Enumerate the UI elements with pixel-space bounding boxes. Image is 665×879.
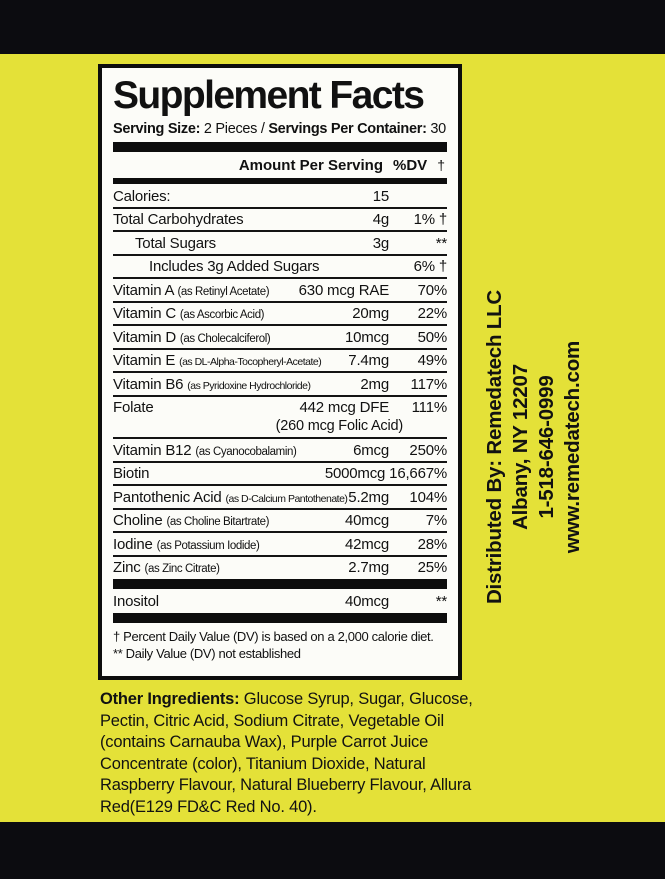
fact-row <box>113 373 447 397</box>
other-ingredients <box>100 689 474 818</box>
nutrient-amount: 10mcg <box>344 328 389 346</box>
nutrient-amount: 5.2mg <box>348 488 389 506</box>
fact-row <box>113 209 447 233</box>
fact-row <box>113 303 447 327</box>
dagger-symbol: † <box>437 157 445 173</box>
fact-row <box>113 510 447 534</box>
fact-row-line <box>113 373 447 395</box>
nutrient-name: Vitamin B6 (as Pyridoxine Hydrochloride) <box>113 375 311 393</box>
fact-row <box>113 533 447 557</box>
nutrient-dv: 117% <box>410 375 447 393</box>
fact-row-line <box>113 510 447 532</box>
nutrient-name: Vitamin A (as Retinyl Acetate) <box>113 281 270 299</box>
nutrient-amount: 7.4mg <box>348 352 389 369</box>
nutrient-name: Calories: <box>113 187 171 205</box>
serving-size-value: 2 Pieces / <box>203 121 265 137</box>
nutrient-name: Iodine (as Potassium Iodide) <box>113 535 260 553</box>
nutrient-name: Total Sugars <box>135 234 216 252</box>
amount-per-serving-header: Amount Per Serving <box>238 157 384 174</box>
nutrient-form: (as Cholecalciferol) <box>179 332 271 345</box>
divider-bar <box>113 613 447 623</box>
nutrient-dv: 50% <box>417 328 447 346</box>
divider-bar <box>113 579 447 589</box>
nutrient-dv: 250% <box>409 441 447 459</box>
dv-header: %DV <box>393 157 428 174</box>
facts-rows <box>113 185 447 623</box>
nutrient-name: Choline (as Choline Bitartrate) <box>113 512 270 529</box>
supplement-facts-panel <box>98 64 462 680</box>
nutrient-dv: 22% <box>417 305 447 322</box>
nutrient-name: Folate <box>113 399 154 416</box>
nutrient-amount: 5000mcg <box>324 465 386 482</box>
nutrient-amount: 2mg <box>360 375 389 393</box>
distributor-line <box>482 277 508 617</box>
fact-row-line <box>113 350 447 372</box>
fact-row <box>113 439 447 463</box>
nutrient-dv: 6% † <box>413 258 447 275</box>
fact-row-line <box>113 185 447 207</box>
fact-row <box>113 463 447 487</box>
nutrient-amount: 15 <box>372 187 389 205</box>
top-black-bar <box>0 0 665 54</box>
column-header <box>113 153 447 178</box>
nutrient-dv: 104% <box>409 488 447 506</box>
nutrient-dv: 70% <box>417 281 447 299</box>
nutrient-dv: 111% <box>411 399 447 416</box>
fact-row-line <box>113 303 447 325</box>
nutrient-amount: 20mg <box>352 305 389 322</box>
fact-row-line <box>113 256 447 278</box>
nutrient-name: Vitamin B12 (as Cyanocobalamin) <box>113 441 297 459</box>
nutrient-amount: 6mcg <box>353 441 389 459</box>
nutrient-form: (as Potassium Iodide) <box>156 539 260 552</box>
nutrient-form: (as Zinc Citrate) <box>144 563 220 575</box>
footnote-dv-basis: † Percent Daily Value (DV) is based on a 2,000 calorie diet. <box>113 628 434 644</box>
nutrient-dv: ** <box>435 234 447 252</box>
distributor-address: Albany, NY 12207 <box>509 364 532 530</box>
fact-row <box>113 232 447 256</box>
nutrient-form: (as Choline Bitartrate) <box>166 516 270 528</box>
distributor-website: www.remedatech.com <box>561 340 584 554</box>
nutrient-name: Inositol <box>113 592 159 610</box>
panel-title: Supplement Facts <box>113 74 424 117</box>
nutrient-amount: 3g <box>372 234 389 252</box>
nutrient-form: (as Cyanocobalamin) <box>195 445 297 458</box>
nutrient-form: (as Retinyl Acetate) <box>177 285 270 298</box>
fact-row <box>113 557 447 579</box>
fact-row <box>113 397 447 440</box>
nutrient-amount: 42mcg <box>344 535 389 553</box>
fact-row <box>113 279 447 303</box>
nutrient-name: Vitamin C (as Ascorbic Acid) <box>113 305 265 322</box>
servings-per-container-value: 30 <box>430 121 446 137</box>
nutrient-form: (as Ascorbic Acid) <box>179 309 265 321</box>
nutrient-dv: 28% <box>417 535 447 553</box>
nutrient-dv: 49% <box>417 352 447 369</box>
nutrient-name: Vitamin D (as Cholecalciferol) <box>113 328 271 346</box>
nutrient-dv: 7% <box>425 512 447 529</box>
nutrient-form: (as D-Calcium Pantothenate) <box>225 492 348 505</box>
nutrient-name: Biotin <box>113 465 150 482</box>
nutrient-dv: 16,667% <box>389 465 447 482</box>
distributor-info <box>482 277 586 617</box>
serving-size-label: Serving Size: <box>113 121 201 137</box>
nutrient-dv: 25% <box>417 559 447 576</box>
servings-per-container-label: Servings Per Container: <box>268 121 427 137</box>
fact-row-line <box>113 533 447 555</box>
divider-bar <box>113 178 447 184</box>
fact-row <box>113 256 447 280</box>
fact-row <box>113 326 447 350</box>
footnotes <box>113 628 447 663</box>
nutrient-dv: 1% † <box>413 211 447 228</box>
fact-row-line <box>113 557 447 579</box>
nutrient-amount: 630 mcg RAE <box>298 281 389 299</box>
fact-row-line <box>113 279 447 301</box>
nutrient-amount: 40mcg <box>344 512 389 529</box>
nutrient-form: (as Pyridoxine Hydrochloride) <box>187 379 311 392</box>
fact-row <box>113 350 447 374</box>
nutrient-name: Vitamin E (as DL-Alpha-Tocopheryl-Acetate) <box>113 352 322 369</box>
nutrient-amount: 442 mcg DFE <box>299 399 389 416</box>
distributed-by-label: Distributed By: <box>483 460 506 605</box>
fact-row-line <box>113 232 447 254</box>
nutrient-name: Pantothenic Acid (as D-Calcium Pantothenate) <box>113 488 348 506</box>
nutrient-amount: 40mcg <box>344 592 389 610</box>
fact-row-line <box>113 463 447 485</box>
nutrient-name: Total Carbohydrates <box>113 211 244 228</box>
fact-row-line <box>113 590 447 612</box>
fact-row-line <box>113 326 447 348</box>
bottom-black-bar <box>0 822 665 879</box>
nutrient-amount: 2.7mg <box>348 559 389 576</box>
nutrient-amount: 4g <box>372 211 389 228</box>
other-ingredients-label: Other Ingredients: <box>100 690 240 708</box>
fact-row-line <box>113 486 447 508</box>
fact-row-line <box>113 397 447 419</box>
fact-row <box>113 185 447 209</box>
nutrient-dv: ** <box>435 592 447 610</box>
fact-row-line <box>113 439 447 461</box>
nutrient-note: (260 mcg Folic Acid) <box>275 418 403 434</box>
footnote-dv-not-established: ** Daily Value (DV) not established <box>113 646 301 661</box>
nutrient-form: (as DL-Alpha-Tocopheryl-Acetate) <box>179 356 322 368</box>
distributor-phone: 1-518-646-0999 <box>535 375 558 519</box>
nutrient-name: Zinc (as Zinc Citrate) <box>113 559 220 576</box>
distributor-company: Remedatech LLC <box>483 289 506 461</box>
fact-row-line <box>113 209 447 231</box>
fact-row <box>113 486 447 510</box>
nutrient-name: Includes 3g Added Sugars <box>149 258 320 275</box>
fact-row <box>113 590 447 612</box>
other-ingredients-text: Glucose Syrup, Sugar, Glucose, Pectin, Citric Acid, Sodium Citrate, Vegetable Oil (contains Carnauba Wax), Purple Carrot Juice Concentrate (color), Titanium Dioxide, Natural Raspberry Flavour, Natural Blueberry Flavour, Allura Red(E129 FD&C Red No. 40). <box>100 690 473 816</box>
divider-bar <box>113 142 447 152</box>
serving-info <box>113 121 447 137</box>
